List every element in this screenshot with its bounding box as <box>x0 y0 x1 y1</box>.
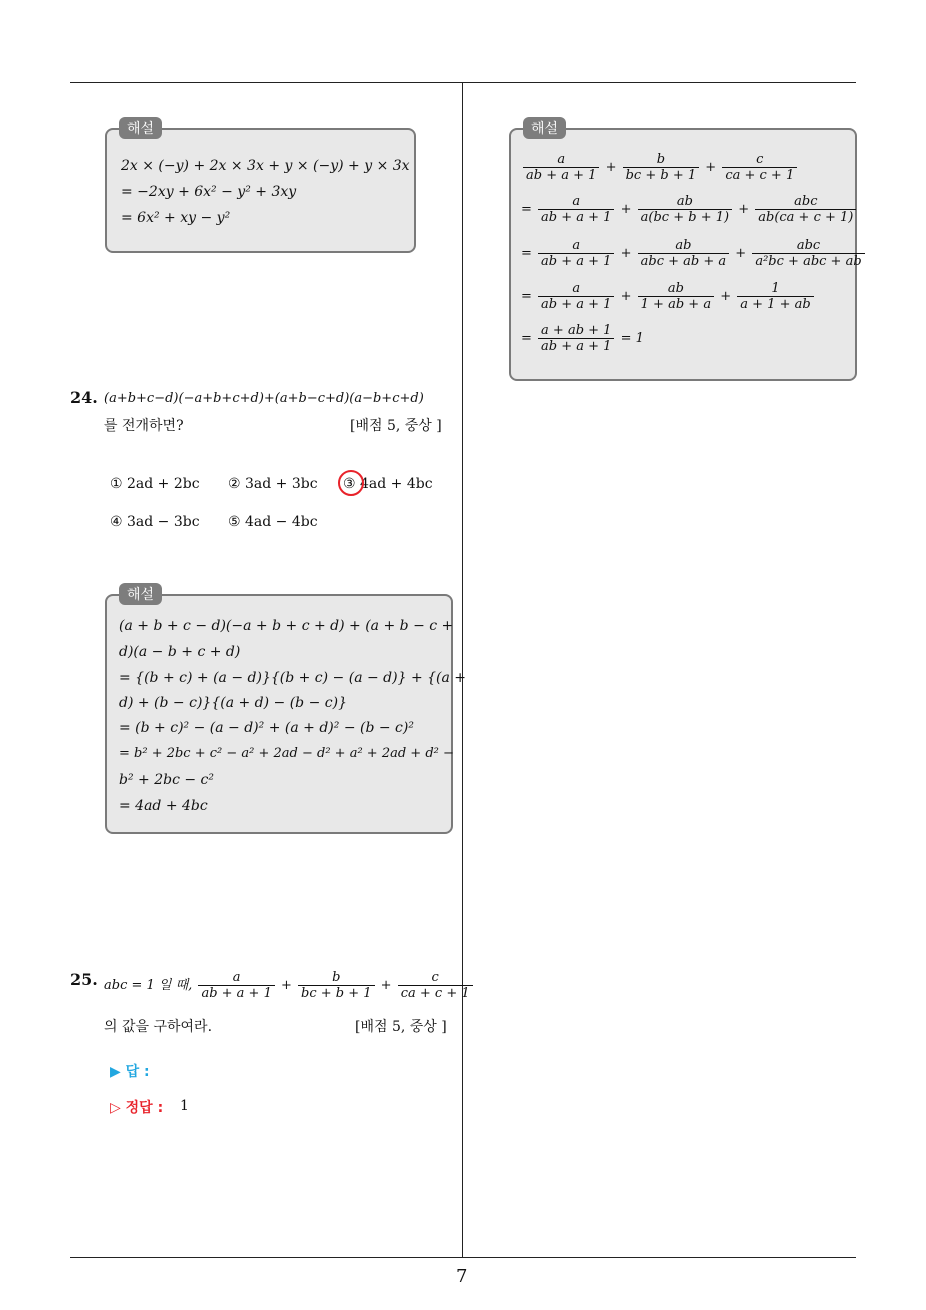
plus-sign: + <box>620 202 632 217</box>
fraction-num: a <box>538 194 614 210</box>
plus-sign: + <box>738 202 750 217</box>
fraction-3 <box>398 970 473 1001</box>
solution-line: d)(a − b + c + d) <box>119 644 241 660</box>
bottom-rule <box>70 1257 856 1258</box>
fraction <box>755 194 856 225</box>
solution-line: 2x × (−y) + 2x × 3x + y × (−y) + y × 3x <box>121 158 410 174</box>
plus-sign: + <box>605 160 617 175</box>
answer-label: ▶ 답 : <box>110 1064 150 1080</box>
fraction <box>722 152 797 183</box>
plus-sign: + <box>735 246 747 261</box>
fraction-num: a <box>523 152 599 168</box>
solution-row-2 <box>521 194 858 225</box>
fraction <box>638 238 730 269</box>
fraction-den: ab + a + 1 <box>541 254 612 269</box>
fraction <box>523 152 599 183</box>
fraction-num: abc <box>752 238 864 254</box>
fraction-den: a²bc + abc + ab <box>755 254 862 269</box>
fraction-den: 1 + ab + a <box>640 297 712 312</box>
top-rule <box>70 82 856 83</box>
fraction-den: bc + b + 1 <box>301 986 372 1001</box>
solution-row-4 <box>521 281 816 312</box>
question-24-score: [배점 5, 중상 ] <box>350 418 442 434</box>
choice-4[interactable]: ④ 3ad − 3bc <box>110 514 200 530</box>
equals-sign: = <box>521 202 532 217</box>
solution-tag: 해설 <box>119 583 162 605</box>
solution-line: b² + 2bc − c² <box>119 772 214 788</box>
solution-tag: 해설 <box>119 117 162 139</box>
fraction-den: ca + c + 1 <box>400 986 470 1001</box>
fraction <box>737 281 813 312</box>
solution-line: = b² + 2bc + c² − a² + 2ad − d² + a² + 2ad + d² − <box>119 746 454 761</box>
question-number-25: 25. <box>70 970 98 989</box>
fraction <box>538 323 614 354</box>
fraction <box>638 281 714 312</box>
fraction-1 <box>198 970 274 1001</box>
fraction-num: a <box>538 238 614 254</box>
plus-sign: + <box>620 246 632 261</box>
question-25-prompt: 의 값을 구하여라. <box>104 1019 213 1035</box>
question-25-score: [배점 5, 중상 ] <box>355 1019 447 1035</box>
fraction-num: ab <box>638 238 730 254</box>
solution-line: d) + (b − c)}{(a + d) − (b − c)} <box>119 695 347 711</box>
solution-tag: 해설 <box>523 117 566 139</box>
choice-3[interactable]: ③ 4ad + 4bc <box>343 476 433 492</box>
solution-row-1 <box>521 152 799 183</box>
plus-sign: + <box>620 289 632 304</box>
question-number-24: 24. <box>70 388 98 407</box>
result: = 1 <box>620 331 644 346</box>
equals-sign: = <box>521 289 532 304</box>
fraction <box>538 238 614 269</box>
solution-box-24 <box>105 594 467 834</box>
solution-line: = {(b + c) + (a − d)}{(b + c) − (a − d)} + {(a + <box>119 670 467 686</box>
fraction-den: ab + a + 1 <box>541 297 612 312</box>
fraction-2 <box>298 970 375 1001</box>
fraction-den: a + 1 + ab <box>740 297 811 312</box>
solution-line: = 6x² + xy − y² <box>121 210 231 226</box>
fraction-den: ab + a + 1 <box>526 168 597 183</box>
fraction-num: a + ab + 1 <box>538 323 614 339</box>
fraction-num: b <box>298 970 375 986</box>
solution-line: = −2xy + 6x² − y² + 3xy <box>121 184 297 200</box>
fraction-num: abc <box>755 194 856 210</box>
question-24-prompt: 를 전개하면? <box>104 418 184 434</box>
fraction <box>538 194 614 225</box>
page-number: 7 <box>456 1266 468 1287</box>
fraction-num: ab <box>638 194 732 210</box>
fraction-den: ab + a + 1 <box>541 210 612 225</box>
fraction <box>623 152 700 183</box>
fraction <box>638 194 732 225</box>
fraction <box>752 238 864 269</box>
fraction-den: ab + a + 1 <box>201 986 272 1001</box>
choice-1[interactable]: ① 2ad + 2bc <box>110 476 200 492</box>
solution-row-3 <box>521 238 867 269</box>
fraction-num: ab <box>638 281 714 297</box>
correct-answer-value: 1 <box>180 1098 189 1114</box>
fraction-num: a <box>198 970 274 986</box>
fraction-den: bc + b + 1 <box>625 168 697 183</box>
solution-box-23 <box>105 128 416 253</box>
fraction-den: ca + c + 1 <box>725 168 795 183</box>
question-24-expression: (a+b+c−d)(−a+b+c+d)+(a+b−c+d)(a−b+c+d) <box>104 391 424 406</box>
fraction-num: c <box>398 970 473 986</box>
fraction-den: a(bc + b + 1) <box>640 210 730 225</box>
solution-box-25 <box>509 128 862 381</box>
plus-sign: + <box>720 289 732 304</box>
solution-line: = 4ad + 4bc <box>119 798 208 814</box>
equals-sign: = <box>521 246 532 261</box>
fraction-den: ab(ca + c + 1) <box>758 210 854 225</box>
fraction-den: abc + ab + a <box>640 254 727 269</box>
correct-answer-label: ▷ 정답 : <box>110 1100 164 1116</box>
fraction-num: c <box>722 152 797 168</box>
question-25-prefix: abc = 1 일 때, <box>104 978 193 993</box>
choice-2[interactable]: ② 3ad + 3bc <box>228 476 318 492</box>
solution-line: (a + b + c − d)(−a + b + c + d) + (a + b − c + <box>119 618 454 634</box>
question-25-expression: abc = 1 일 때, $\frac{a}{ab + a + 1}$ + $\frac{b}{bc + b + 1}$ + $\frac{c}{ca + c + 1}$ <box>104 970 475 1001</box>
fraction-num: 1 <box>737 281 813 297</box>
plus-sign: + <box>705 160 717 175</box>
fraction-num: b <box>623 152 700 168</box>
fraction-num: a <box>538 281 614 297</box>
fraction-den: ab + a + 1 <box>541 339 612 354</box>
choice-5[interactable]: ⑤ 4ad − 4bc <box>228 514 318 530</box>
solution-row-5 <box>521 323 644 354</box>
solution-line: = (b + c)² − (a − d)² + (a + d)² − (b − c)² <box>119 720 414 736</box>
fraction <box>538 281 614 312</box>
answer-mark-icon <box>338 470 364 496</box>
equals-sign: = <box>521 331 532 346</box>
